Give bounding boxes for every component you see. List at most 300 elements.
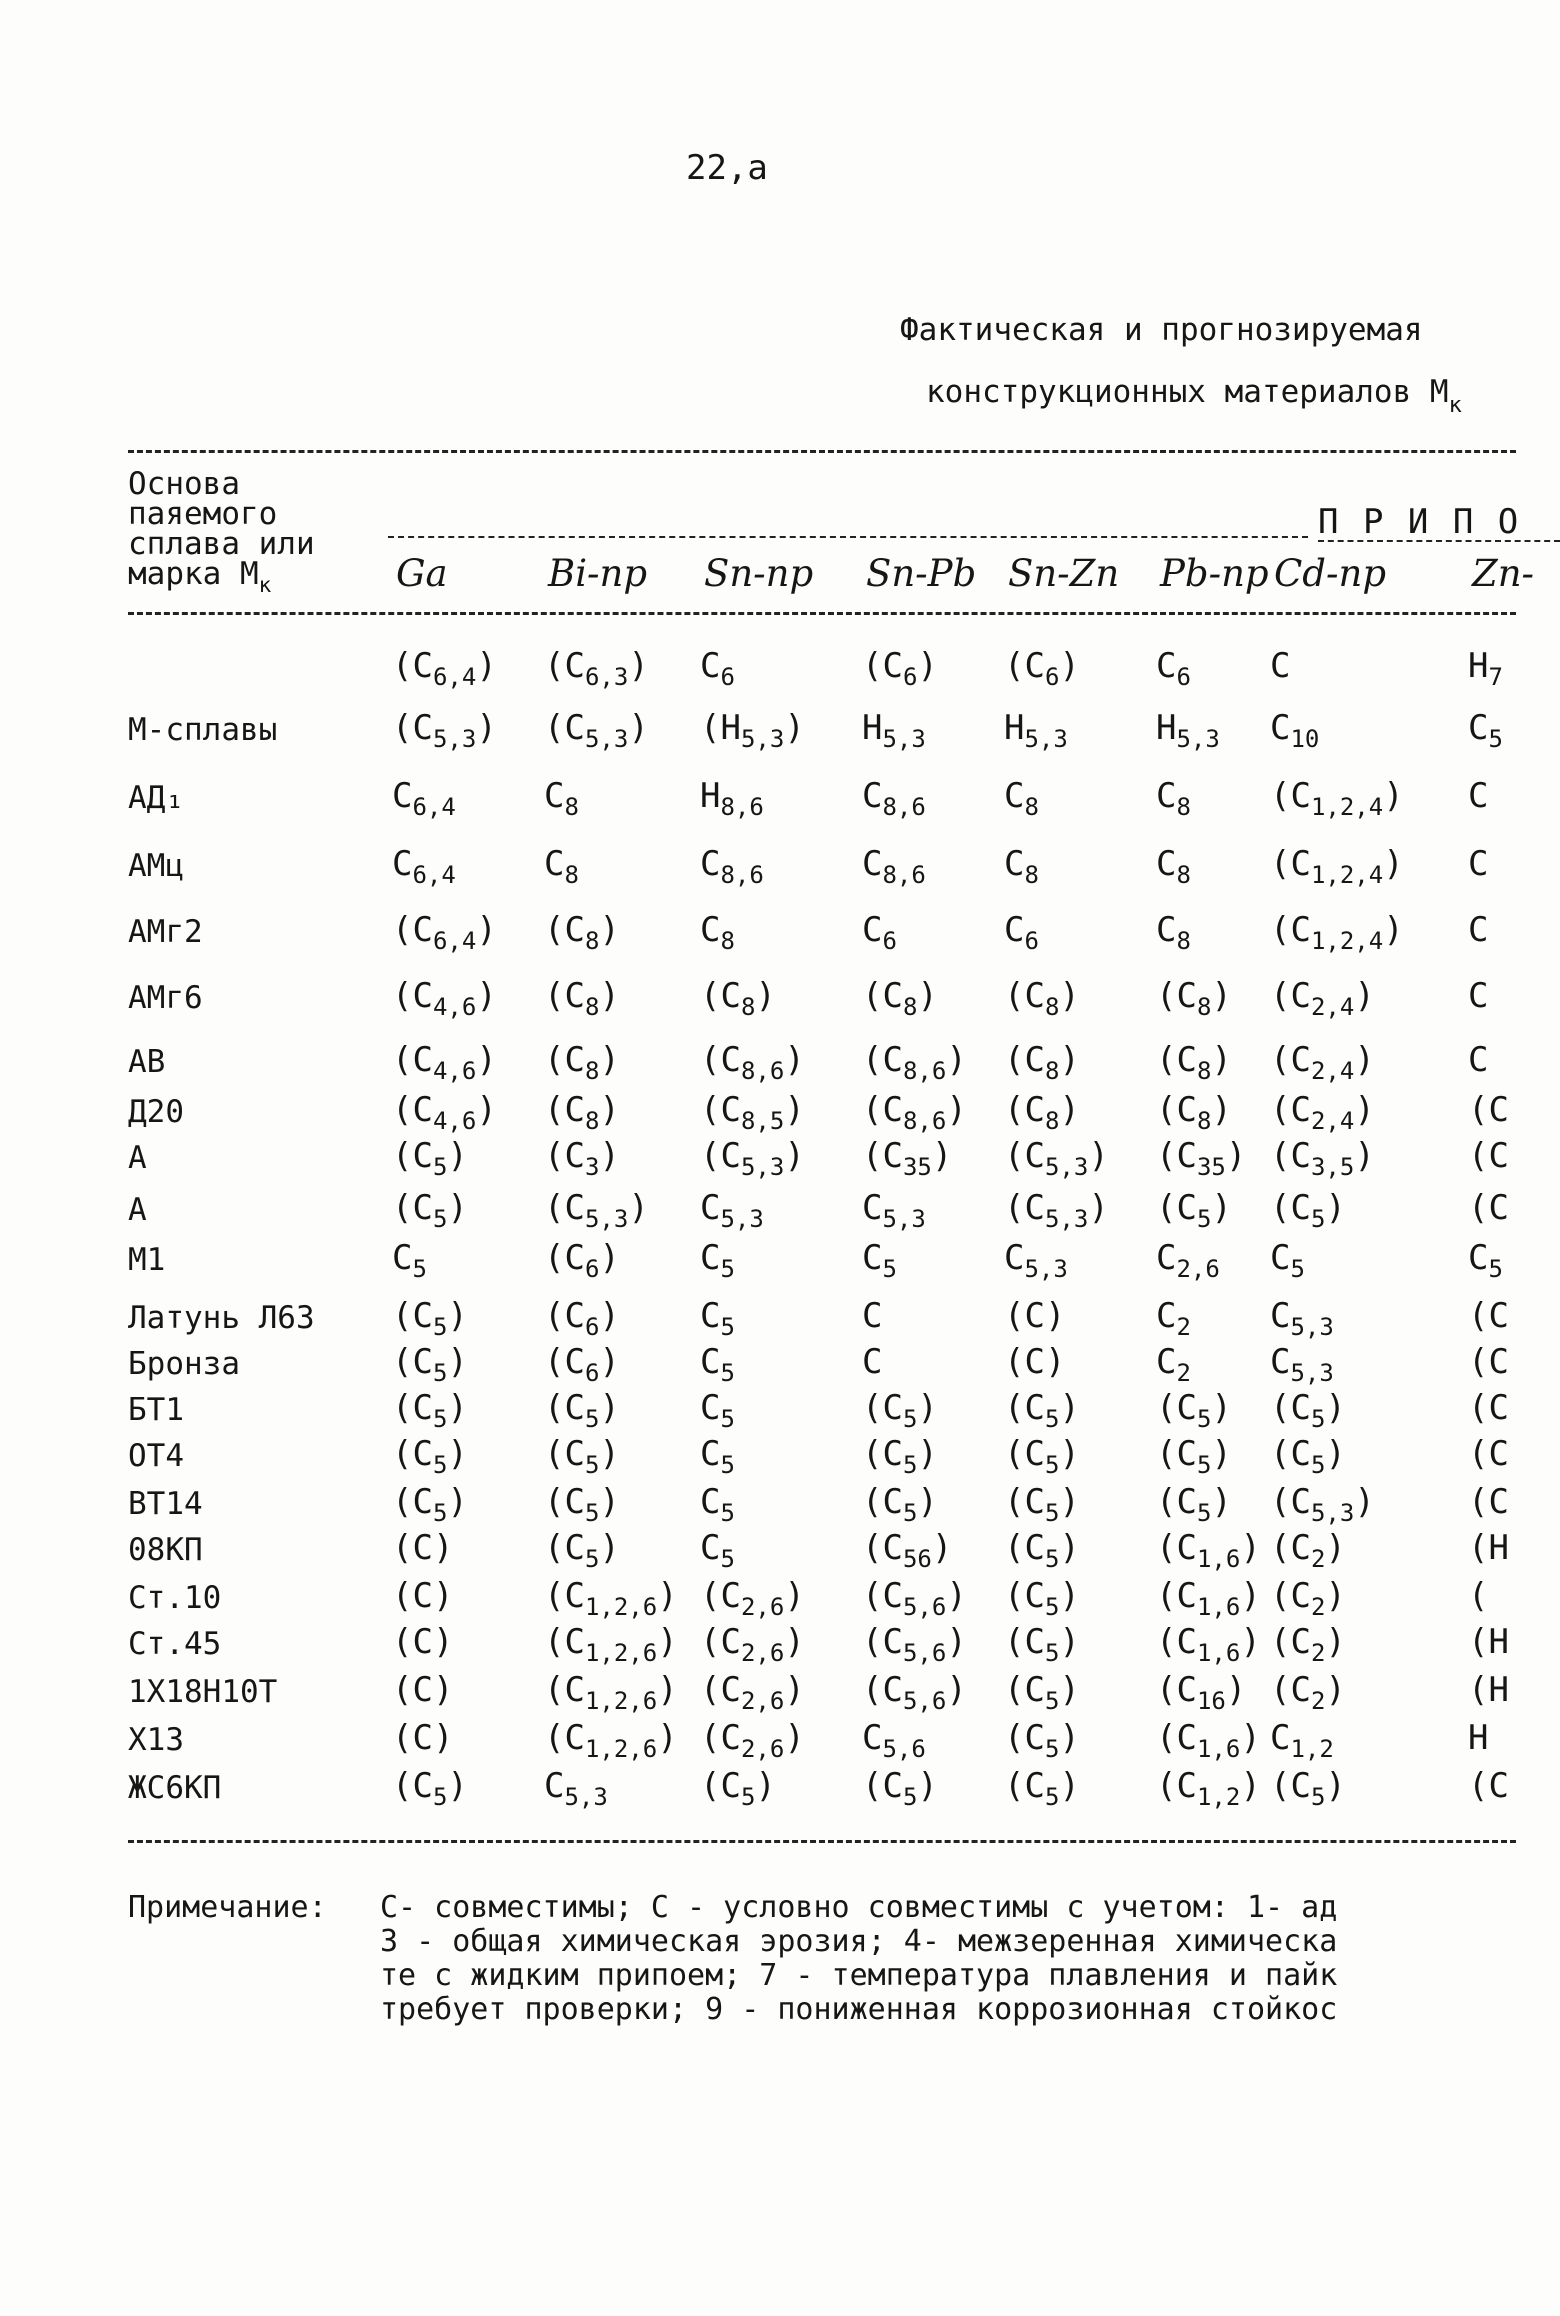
table-cell bbox=[700, 1670, 805, 1715]
cell-subscript: 2,4 bbox=[1310, 1057, 1355, 1085]
table-cell bbox=[700, 1528, 735, 1573]
cell-close: ) bbox=[476, 708, 497, 748]
cell-subscript: 6 bbox=[584, 1359, 600, 1387]
row-label: АД₁ bbox=[128, 780, 184, 816]
note-label: Примечание: bbox=[128, 1890, 327, 1925]
cell-symbol: C bbox=[700, 646, 721, 686]
cell-subscript: 5 bbox=[720, 1255, 735, 1283]
cell-symbol: C bbox=[1468, 708, 1489, 748]
cell-subscript: 5 bbox=[584, 1499, 600, 1527]
cell-symbol: (C bbox=[1468, 1296, 1509, 1336]
cell-symbol: (C bbox=[544, 1434, 585, 1474]
table-cell bbox=[1468, 1482, 1509, 1527]
table-cell bbox=[1156, 1188, 1232, 1233]
cell-subscript: 6,4 bbox=[432, 927, 477, 955]
cell-close: ) bbox=[1354, 1482, 1375, 1522]
cell-symbol: C bbox=[1468, 976, 1489, 1016]
cell-symbol: (C bbox=[392, 1040, 433, 1080]
table-cell bbox=[1004, 1766, 1080, 1811]
table-cell bbox=[1270, 1188, 1346, 1233]
table-cell bbox=[700, 1342, 735, 1387]
cell-close: ) bbox=[447, 1434, 468, 1474]
table-cell bbox=[392, 708, 497, 753]
cell-subscript: 5 bbox=[720, 1451, 735, 1479]
cell-subscript: 5 bbox=[412, 1255, 427, 1283]
cell-symbol: (C bbox=[862, 1622, 903, 1662]
cell-symbol: (C bbox=[1156, 1718, 1197, 1758]
table-cell bbox=[544, 1090, 620, 1135]
cell-close: ) bbox=[1059, 646, 1080, 686]
cell-symbol: C bbox=[544, 776, 565, 816]
table-cell bbox=[1468, 708, 1503, 753]
cell-symbol: (C bbox=[392, 646, 433, 686]
table-cell bbox=[1270, 1342, 1334, 1387]
table-cell bbox=[1270, 646, 1290, 691]
cell-subscript: 5 bbox=[1196, 1451, 1212, 1479]
table-cell bbox=[544, 1718, 678, 1763]
cell-close: ) bbox=[1383, 776, 1404, 816]
cell-symbol: (C) bbox=[392, 1718, 454, 1758]
cell-subscript: 1,6 bbox=[1196, 1735, 1241, 1763]
table-cell bbox=[1270, 776, 1404, 821]
cell-close: ) bbox=[755, 1766, 776, 1806]
table-cell bbox=[1270, 1040, 1375, 1085]
cell-symbol: C bbox=[1004, 1238, 1025, 1278]
cell-symbol: (C bbox=[1156, 1670, 1197, 1710]
cell-close: ) bbox=[1325, 1188, 1346, 1228]
table-cell bbox=[862, 844, 926, 889]
cell-close: ) bbox=[1059, 1528, 1080, 1568]
cell-symbol: (C bbox=[1270, 976, 1311, 1016]
cell-symbol: (C bbox=[1468, 1342, 1509, 1382]
cell-close: ) bbox=[1059, 1090, 1080, 1130]
cell-close: ) bbox=[476, 910, 497, 950]
cell-close: ) bbox=[1325, 1576, 1346, 1616]
cell-subscript: 5 bbox=[720, 1359, 735, 1387]
cell-subscript: 5 bbox=[902, 1783, 918, 1811]
table-cell bbox=[1004, 1238, 1068, 1283]
cell-symbol: C bbox=[1156, 776, 1177, 816]
cell-close: ) bbox=[476, 1090, 497, 1130]
cell-close: ) bbox=[1059, 1718, 1080, 1758]
table-cell bbox=[392, 1482, 468, 1527]
cell-subscript: 5 bbox=[1488, 1255, 1503, 1283]
cell-symbol: (C bbox=[544, 1622, 585, 1662]
table-cell bbox=[1468, 1622, 1509, 1667]
cell-symbol: (C bbox=[862, 1090, 903, 1130]
cell-close: ) bbox=[1088, 1188, 1109, 1228]
table-cell bbox=[1270, 1528, 1346, 1573]
cell-subscript: 5,3 bbox=[1024, 1255, 1068, 1283]
cell-close: ) bbox=[476, 646, 497, 686]
table-cell bbox=[862, 1576, 967, 1621]
cell-symbol: (C) bbox=[392, 1622, 454, 1662]
table-cell bbox=[1004, 1090, 1080, 1135]
cell-subscript: 8 bbox=[1176, 927, 1191, 955]
cell-symbol: C bbox=[1270, 646, 1291, 686]
table-cell bbox=[862, 1766, 938, 1811]
cell-symbol: C bbox=[862, 1188, 883, 1228]
cell-symbol: (C bbox=[1004, 1670, 1045, 1710]
cell-subscript: 2,4 bbox=[1310, 1107, 1355, 1135]
row-label: 1Х18Н10Т bbox=[128, 1674, 278, 1710]
cell-subscript: 1,6 bbox=[1196, 1639, 1241, 1667]
cell-symbol: (C bbox=[392, 1188, 433, 1228]
cell-close: ) bbox=[1059, 1040, 1080, 1080]
cell-symbol: C bbox=[700, 1482, 721, 1522]
cell-symbol: C bbox=[1156, 646, 1177, 686]
cell-subscript: 5 bbox=[740, 1783, 756, 1811]
cell-symbol: C bbox=[700, 1528, 721, 1568]
cell-subscript: 5 bbox=[1044, 1499, 1060, 1527]
table-cell bbox=[1004, 1670, 1080, 1715]
table-cell bbox=[392, 1136, 468, 1181]
table-cell bbox=[1156, 1434, 1232, 1479]
cell-close: ) bbox=[1059, 1482, 1080, 1522]
table-cell bbox=[1004, 1342, 1065, 1387]
cell-subscript: 2 bbox=[1310, 1593, 1326, 1621]
cell-symbol: (C bbox=[544, 646, 585, 686]
table-cell bbox=[1004, 776, 1039, 821]
cell-close: ) bbox=[1354, 1136, 1375, 1176]
cell-subscript: 1,2 bbox=[1290, 1735, 1334, 1763]
cell-symbol: (C bbox=[1156, 1622, 1197, 1662]
table-cell bbox=[1270, 1090, 1375, 1135]
cell-symbol: (C bbox=[1468, 1090, 1509, 1130]
caption-line2-subscript: к bbox=[1448, 393, 1462, 418]
cell-symbol: (C bbox=[392, 976, 433, 1016]
table-cell bbox=[862, 708, 926, 753]
cell-symbol: (C bbox=[1004, 646, 1045, 686]
header-bottom-rule bbox=[128, 612, 1516, 615]
cell-symbol: (C bbox=[544, 708, 585, 748]
note-line: требует проверки; 9 - пониженная коррозионная стойкос bbox=[380, 1992, 1338, 2027]
table-cell bbox=[862, 1718, 926, 1763]
cell-close: ) bbox=[657, 1622, 678, 1662]
cell-symbol: (C bbox=[1270, 1622, 1311, 1662]
cell-symbol: (C bbox=[392, 708, 433, 748]
cell-symbol: C bbox=[1270, 1718, 1291, 1758]
note-line: те с жидким припоем; 7 - температура плавления и пайк bbox=[380, 1958, 1338, 1993]
table-cell bbox=[1468, 1670, 1509, 1715]
table-cell bbox=[1004, 1528, 1080, 1573]
cell-symbol: (C bbox=[544, 1296, 585, 1336]
cell-subscript: 5 bbox=[1310, 1205, 1326, 1233]
cell-close: ) bbox=[599, 1238, 620, 1278]
cell-symbol: (C bbox=[392, 1482, 433, 1522]
table-cell bbox=[544, 976, 620, 1021]
cell-subscript: 6 bbox=[584, 1313, 600, 1341]
table-cell bbox=[544, 1388, 620, 1433]
cell-close: ) bbox=[1211, 1388, 1232, 1428]
table-cell bbox=[1270, 910, 1404, 955]
cell-subscript: 6,3 bbox=[584, 663, 629, 691]
cell-symbol: C bbox=[1270, 1238, 1291, 1278]
cell-symbol: (C bbox=[392, 1434, 433, 1474]
cell-close: ) bbox=[447, 1388, 468, 1428]
cell-subscript: 3 bbox=[584, 1153, 600, 1181]
cell-symbol: (C bbox=[544, 1388, 585, 1428]
table-cell bbox=[1468, 776, 1488, 821]
cell-subscript: 2,6 bbox=[1176, 1255, 1220, 1283]
cell-subscript: 5 bbox=[902, 1405, 918, 1433]
table-cell bbox=[1156, 1238, 1220, 1283]
table-cell bbox=[1156, 1576, 1261, 1621]
cell-symbol: (C bbox=[700, 1090, 741, 1130]
cell-close: ) bbox=[657, 1718, 678, 1758]
cell-symbol: (C bbox=[862, 1576, 903, 1616]
cell-close: ) bbox=[1059, 1388, 1080, 1428]
cell-subscript: 8 bbox=[564, 861, 579, 889]
cell-close: ) bbox=[1211, 1040, 1232, 1080]
cell-symbol: (C bbox=[1004, 1576, 1045, 1616]
cell-subscript: 5 bbox=[1196, 1405, 1212, 1433]
table-cell bbox=[862, 1040, 967, 1085]
table-cell bbox=[862, 976, 938, 1021]
cell-subscript: 5 bbox=[1196, 1205, 1212, 1233]
row-label: Ст.45 bbox=[128, 1626, 222, 1662]
cell-symbol: (C bbox=[1004, 1188, 1045, 1228]
cell-close: ) bbox=[1325, 1670, 1346, 1710]
cell-symbol: C bbox=[700, 1388, 721, 1428]
cell-subscript: 6 bbox=[902, 663, 918, 691]
cell-symbol: C bbox=[700, 1342, 721, 1382]
table-cell bbox=[392, 1388, 468, 1433]
cell-symbol: C bbox=[1468, 776, 1489, 816]
cell-close: ) bbox=[755, 976, 776, 1016]
cell-symbol: (C bbox=[700, 1576, 741, 1616]
cell-symbol: (C bbox=[392, 910, 433, 950]
cell-close: ) bbox=[784, 1090, 805, 1130]
cell-symbol: (H bbox=[700, 708, 741, 748]
cell-close: ) bbox=[599, 1388, 620, 1428]
cell-symbol: C bbox=[862, 1296, 883, 1336]
cell-symbol: (C bbox=[1156, 1388, 1197, 1428]
cell-symbol: C bbox=[700, 1238, 721, 1278]
table-cell bbox=[1468, 1238, 1503, 1283]
row-header-text: марка М bbox=[128, 556, 259, 592]
cell-subscript: 1,2,6 bbox=[584, 1593, 658, 1621]
cell-subscript: 5 bbox=[720, 1545, 735, 1573]
cell-subscript: 2,6 bbox=[740, 1735, 785, 1763]
table-cell bbox=[544, 1434, 620, 1479]
cell-subscript: 3,5 bbox=[1310, 1153, 1355, 1181]
cell-symbol: (C bbox=[1004, 1388, 1045, 1428]
table-cell bbox=[1156, 1090, 1232, 1135]
cell-subscript: 5,3 bbox=[1290, 1313, 1334, 1341]
cell-subscript: 2 bbox=[1176, 1313, 1191, 1341]
solder-column-header: Sn-Zn bbox=[1008, 552, 1120, 595]
cell-subscript: 5 bbox=[1044, 1451, 1060, 1479]
table-cell bbox=[1156, 1622, 1261, 1667]
cell-symbol: (C bbox=[544, 1482, 585, 1522]
table-cell bbox=[1468, 1528, 1509, 1573]
table-cell bbox=[1270, 1622, 1346, 1667]
row-label: ЖС6КП bbox=[128, 1770, 222, 1806]
cell-subscript: 6 bbox=[1024, 927, 1039, 955]
cell-symbol: (H bbox=[1468, 1670, 1509, 1710]
cell-symbol: (C bbox=[544, 1528, 585, 1568]
cell-close: ) bbox=[657, 1576, 678, 1616]
cell-symbol: H bbox=[1156, 708, 1177, 748]
solder-column-header: Ga bbox=[396, 552, 448, 595]
row-label: АМг2 bbox=[128, 914, 203, 950]
cell-close: ) bbox=[1059, 1434, 1080, 1474]
cell-symbol: (C bbox=[1004, 1434, 1045, 1474]
cell-subscript: 6 bbox=[882, 927, 897, 955]
cell-symbol: (C bbox=[700, 1622, 741, 1662]
cell-symbol: (C bbox=[544, 910, 585, 950]
cell-symbol: (C bbox=[392, 1388, 433, 1428]
table-cell bbox=[1004, 844, 1039, 889]
table-bottom-rule bbox=[128, 1840, 1516, 1843]
cell-symbol: (C bbox=[1004, 1528, 1045, 1568]
page-number: 22,а bbox=[686, 148, 768, 188]
table-cell bbox=[700, 1388, 735, 1433]
cell-subscript: 5 bbox=[1044, 1687, 1060, 1715]
cell-close: ) bbox=[599, 1342, 620, 1382]
row-label: М1 bbox=[128, 1242, 166, 1278]
cell-symbol: C bbox=[1004, 776, 1025, 816]
row-label: Д20 bbox=[128, 1094, 184, 1130]
cell-subscript: 8 bbox=[1044, 993, 1060, 1021]
table-cell bbox=[544, 708, 649, 753]
table-cell bbox=[1004, 1388, 1080, 1433]
cell-close: ) bbox=[599, 1090, 620, 1130]
table-cell bbox=[1004, 1576, 1080, 1621]
cell-symbol: (C bbox=[1270, 776, 1311, 816]
cell-symbol: (C bbox=[1468, 1136, 1509, 1176]
cell-symbol: (C bbox=[1270, 1434, 1311, 1474]
table-cell bbox=[1004, 1482, 1080, 1527]
cell-symbol: C bbox=[544, 1766, 565, 1806]
cell-symbol: C bbox=[392, 1238, 413, 1278]
cell-subscript: 6 bbox=[1176, 663, 1191, 691]
table-cell bbox=[544, 1238, 620, 1283]
cell-symbol: (C bbox=[1270, 1482, 1311, 1522]
table-cell bbox=[700, 1188, 764, 1233]
table-cell bbox=[392, 1528, 453, 1573]
table-cell bbox=[700, 776, 764, 821]
cell-symbol: (C bbox=[544, 1136, 585, 1176]
cell-subscript: 7 bbox=[1488, 663, 1503, 691]
table-cell bbox=[544, 1040, 620, 1085]
cell-symbol: (C bbox=[700, 976, 741, 1016]
cell-close: ) bbox=[784, 1622, 805, 1662]
cell-subscript: 5 bbox=[1310, 1783, 1326, 1811]
cell-symbol: (C bbox=[1270, 844, 1311, 884]
cell-symbol: (C bbox=[1156, 976, 1197, 1016]
cell-symbol: C bbox=[1468, 1238, 1489, 1278]
cell-symbol: C bbox=[1468, 1040, 1489, 1080]
cell-subscript: 8 bbox=[1044, 1057, 1060, 1085]
table-cell bbox=[1156, 976, 1232, 1021]
cell-subscript: 5,6 bbox=[902, 1639, 947, 1667]
cell-subscript: 5,3 bbox=[882, 1205, 926, 1233]
table-cell bbox=[862, 1090, 967, 1135]
row-header-line bbox=[128, 556, 272, 600]
table-cell bbox=[1004, 910, 1039, 955]
table-cell bbox=[392, 1040, 497, 1085]
cell-subscript: 8 bbox=[1176, 861, 1191, 889]
table-cell bbox=[1270, 1576, 1346, 1621]
cell-close: ) bbox=[1354, 1090, 1375, 1130]
table-cell bbox=[1156, 844, 1191, 889]
cell-subscript: 5 bbox=[1196, 1499, 1212, 1527]
cell-subscript: 5 bbox=[432, 1205, 448, 1233]
table-cell bbox=[1270, 844, 1404, 889]
cell-close: ) bbox=[1211, 1090, 1232, 1130]
cell-symbol: C bbox=[1004, 844, 1025, 884]
table-cell bbox=[1270, 1296, 1334, 1341]
cell-close: ) bbox=[784, 1576, 805, 1616]
table-cell bbox=[1468, 1342, 1509, 1387]
table-cell bbox=[1270, 708, 1319, 753]
cell-subscript: 5,6 bbox=[902, 1593, 947, 1621]
cell-subscript: 5 bbox=[584, 1405, 600, 1433]
table-cell bbox=[1156, 910, 1191, 955]
cell-symbol: C bbox=[700, 1188, 721, 1228]
cell-subscript: 8 bbox=[1196, 993, 1212, 1021]
table-cell bbox=[1004, 708, 1068, 753]
cell-close: ) bbox=[946, 1670, 967, 1710]
cell-subscript: 1,6 bbox=[1196, 1593, 1241, 1621]
table-cell bbox=[1156, 776, 1191, 821]
table-cell bbox=[544, 1482, 620, 1527]
cell-close: ) bbox=[1240, 1528, 1261, 1568]
row-label: М-сплавы bbox=[128, 712, 278, 748]
cell-subscript: 5,6 bbox=[882, 1735, 926, 1763]
cell-symbol: (C bbox=[1156, 1766, 1197, 1806]
table-cell bbox=[544, 1576, 678, 1621]
cell-subscript: 8 bbox=[1196, 1057, 1212, 1085]
cell-subscript: 2 bbox=[1310, 1545, 1326, 1573]
cell-symbol: (C bbox=[1270, 1136, 1311, 1176]
table-cell bbox=[1270, 1388, 1346, 1433]
cell-symbol: (C) bbox=[392, 1528, 454, 1568]
cell-close: ) bbox=[447, 1296, 468, 1336]
cell-symbol: (C bbox=[862, 1388, 903, 1428]
cell-close: ) bbox=[917, 646, 938, 686]
cell-close: ) bbox=[447, 1188, 468, 1228]
table-cell bbox=[700, 1296, 735, 1341]
table-cell bbox=[1468, 844, 1488, 889]
cell-close: ) bbox=[1059, 976, 1080, 1016]
cell-subscript: 8 bbox=[902, 993, 918, 1021]
table-cell bbox=[1156, 1296, 1191, 1341]
table-cell bbox=[1468, 1766, 1509, 1811]
table-cell bbox=[544, 1766, 608, 1811]
cell-subscript: 8,6 bbox=[882, 861, 926, 889]
table-cell bbox=[862, 1342, 882, 1387]
row-label: АМг6 bbox=[128, 980, 203, 1016]
table-cell bbox=[1270, 1136, 1375, 1181]
cell-symbol: C bbox=[1270, 1342, 1291, 1382]
cell-close: ) bbox=[1240, 1622, 1261, 1662]
cell-symbol: (C bbox=[392, 1296, 433, 1336]
table-cell bbox=[392, 976, 497, 1021]
cell-subscript: 8 bbox=[720, 927, 735, 955]
cell-symbol: C bbox=[862, 776, 883, 816]
table-cell bbox=[1156, 1388, 1232, 1433]
cell-symbol: (C bbox=[1156, 1136, 1197, 1176]
cell-close: ) bbox=[931, 1136, 953, 1176]
cell-symbol: (C bbox=[862, 1528, 903, 1568]
cell-symbol: C bbox=[700, 910, 721, 950]
cell-symbol: (C bbox=[544, 1670, 585, 1710]
cell-subscript: 5 bbox=[1488, 725, 1503, 753]
cell-subscript: 5 bbox=[1044, 1639, 1060, 1667]
